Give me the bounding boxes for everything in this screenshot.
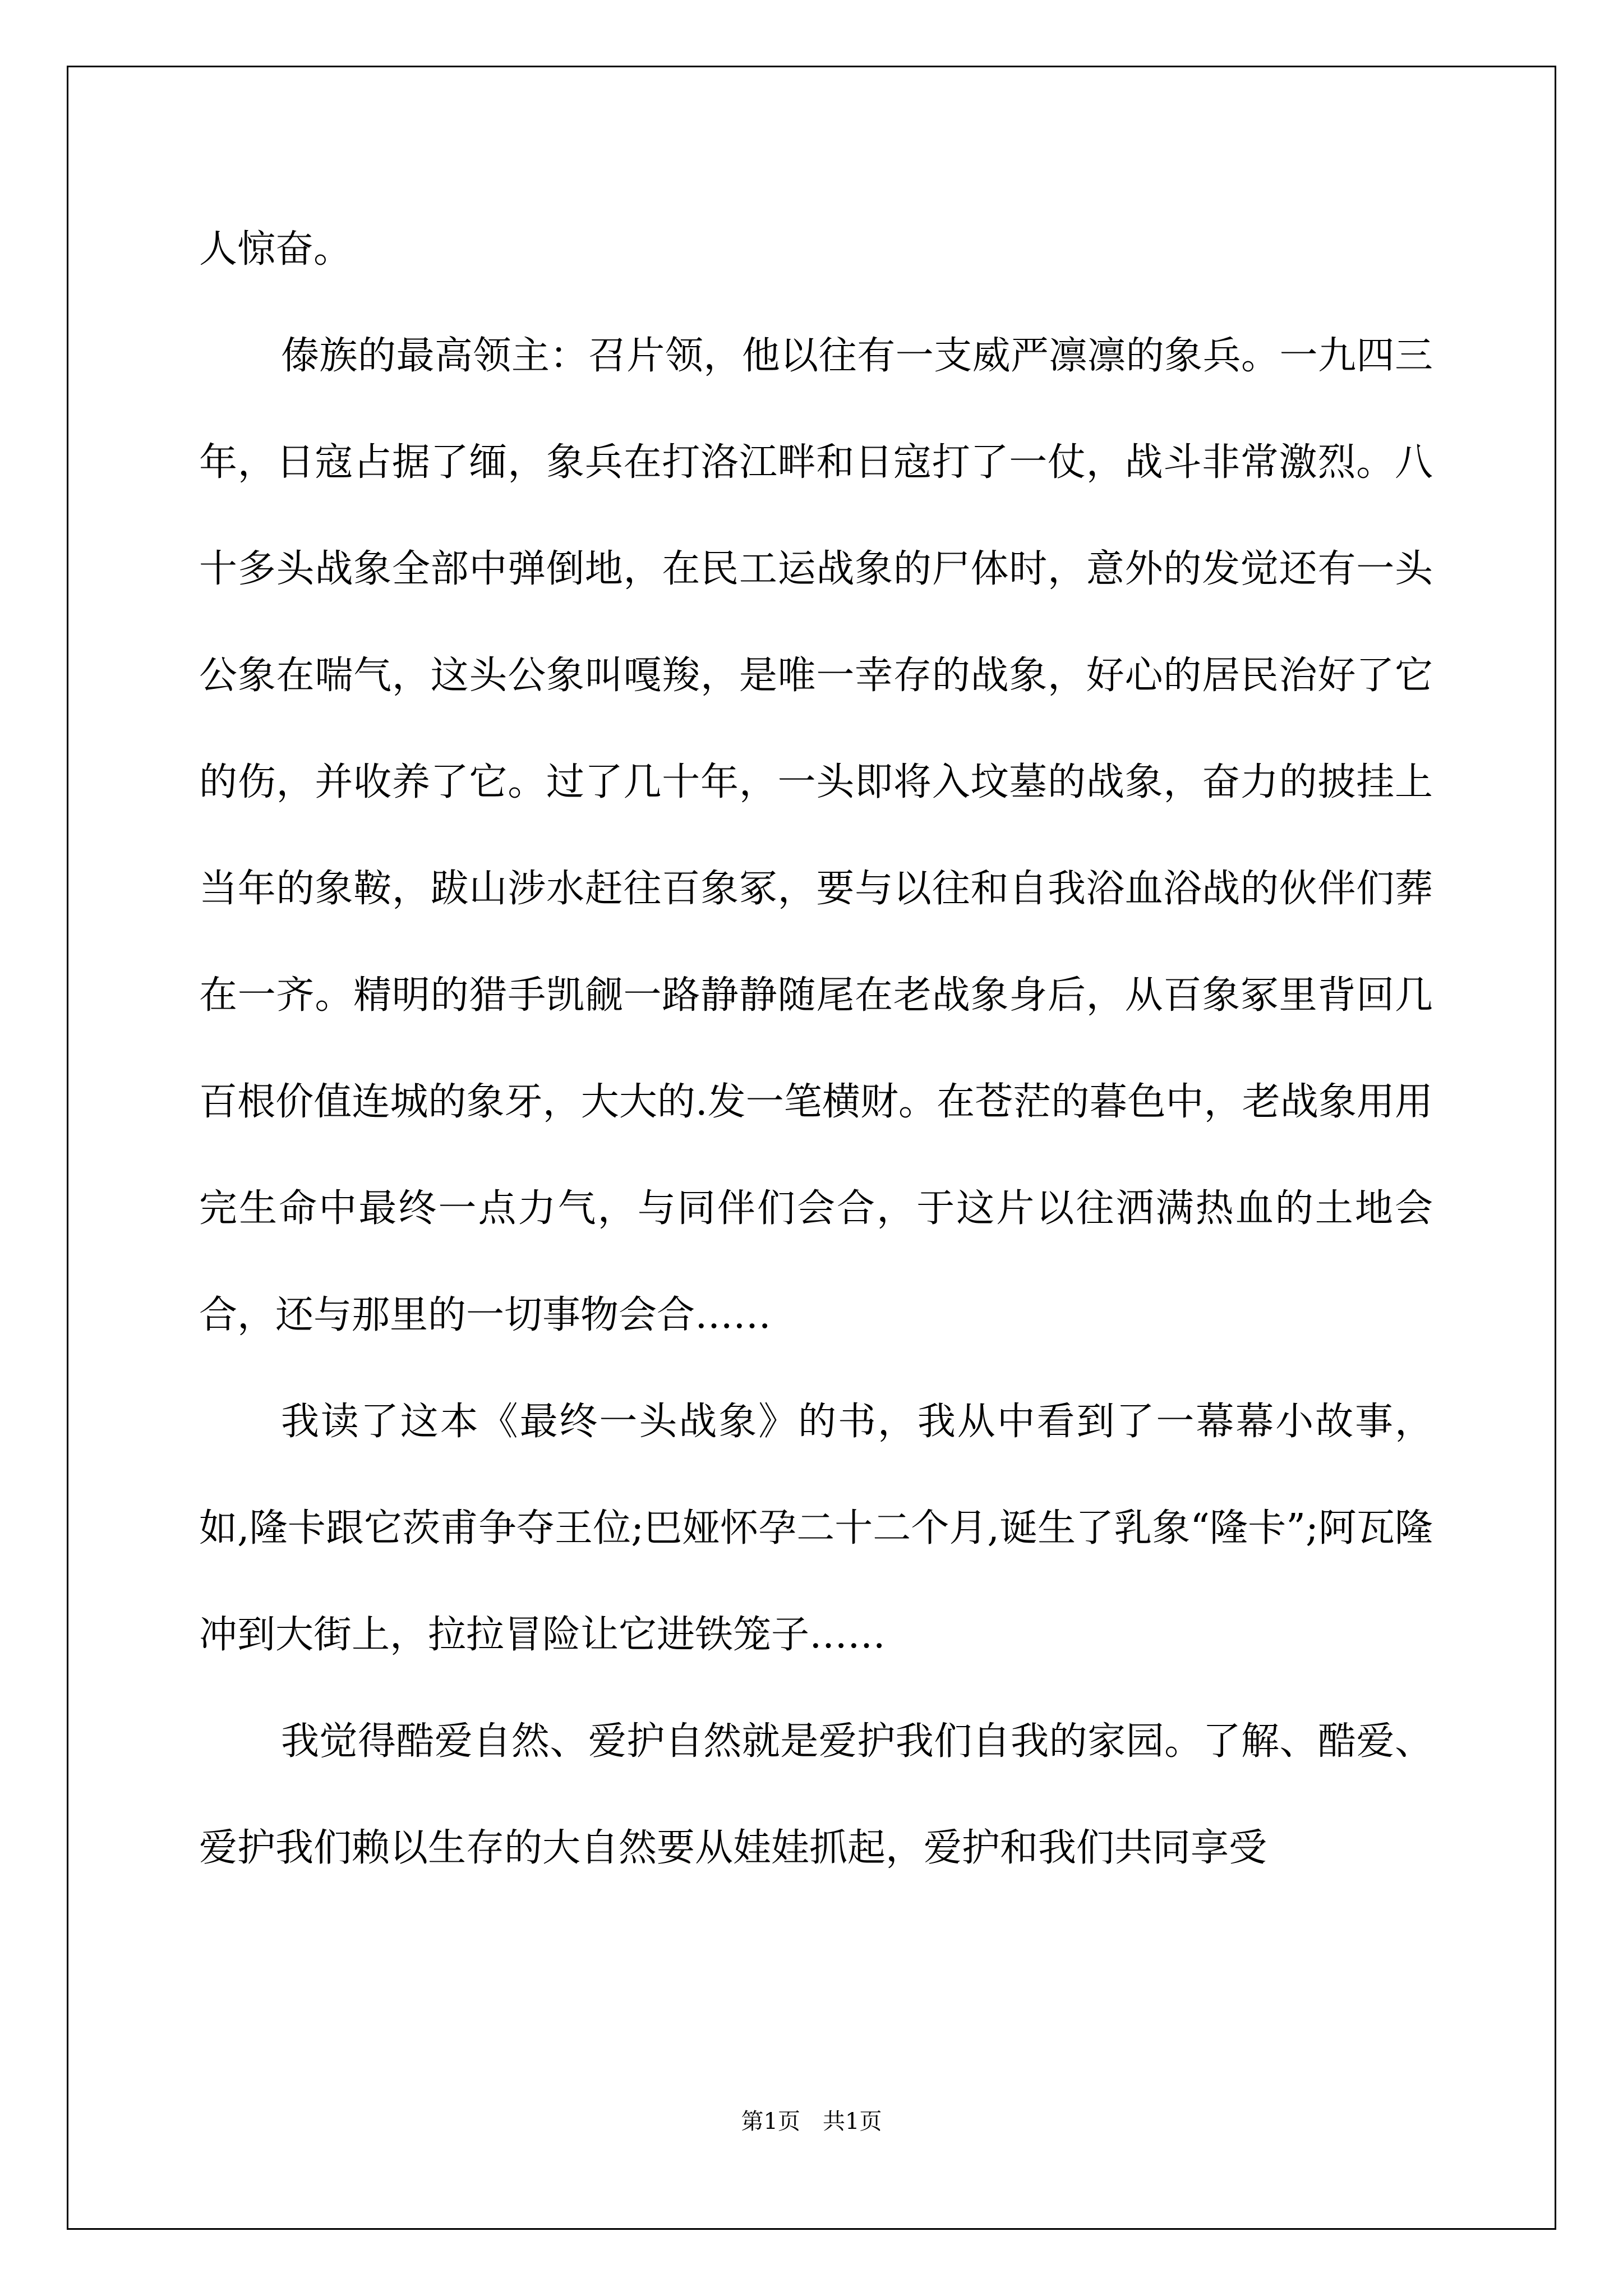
paragraph-1: 人惊奋。 bbox=[199, 227, 352, 272]
page-number-footer: 第1页 共1页 bbox=[741, 2109, 882, 2134]
paragraph-4: 我觉得酷爱自然、爱护自然就是爱护我们自我的家园。了解、酷爱、爱护我们赖以生存的大自然要从娃娃抓起，爱护和我们共同享受 bbox=[199, 1719, 1433, 1870]
document-body bbox=[199, 196, 1433, 1902]
paragraph-2: 傣族的最高领主：召片领，他以往有一支威严凛凛的象兵。一九四三年，日寇占据了缅，象兵在打洛江畔和日寇打了一仗，战斗非常激烈。八十多头战象全部中弹倒地，在民工运战象的尸体时，意外的发觉还有一头公象在喘气，这头公象叫嘎羧，是唯一幸存的战象，好心的居民治好了它的伤，并收养了它。过了几十年，一头即将入坟墓的战象，奋力的披挂上当年的象鞍，跋山涉水赶往百象冢，要与以往和自我浴血浴战的伙伴们葬在一齐。精明的猎手凯觎一路静静随尾在老战象身后，从百象冢里背回几百根价值连城的象牙，大大的.发一笔横财。在苍茫的暮色中，老战象用用完生命中最终一点力气，与同伴们会合，于这片以往洒满热血的土地会合，还与那里的一切事物会合…… bbox=[199, 334, 1433, 1337]
paragraph-3: 我读了这本《最终一头战象》的书，我从中看到了一幕幕小故事，如,隆卡跟它茨甫争夺王位;巴娅怀孕二十二个月,诞生了乳象“隆卡”;阿瓦隆冲到大街上，拉拉冒险让它进铁笼子…… bbox=[199, 1400, 1433, 1657]
